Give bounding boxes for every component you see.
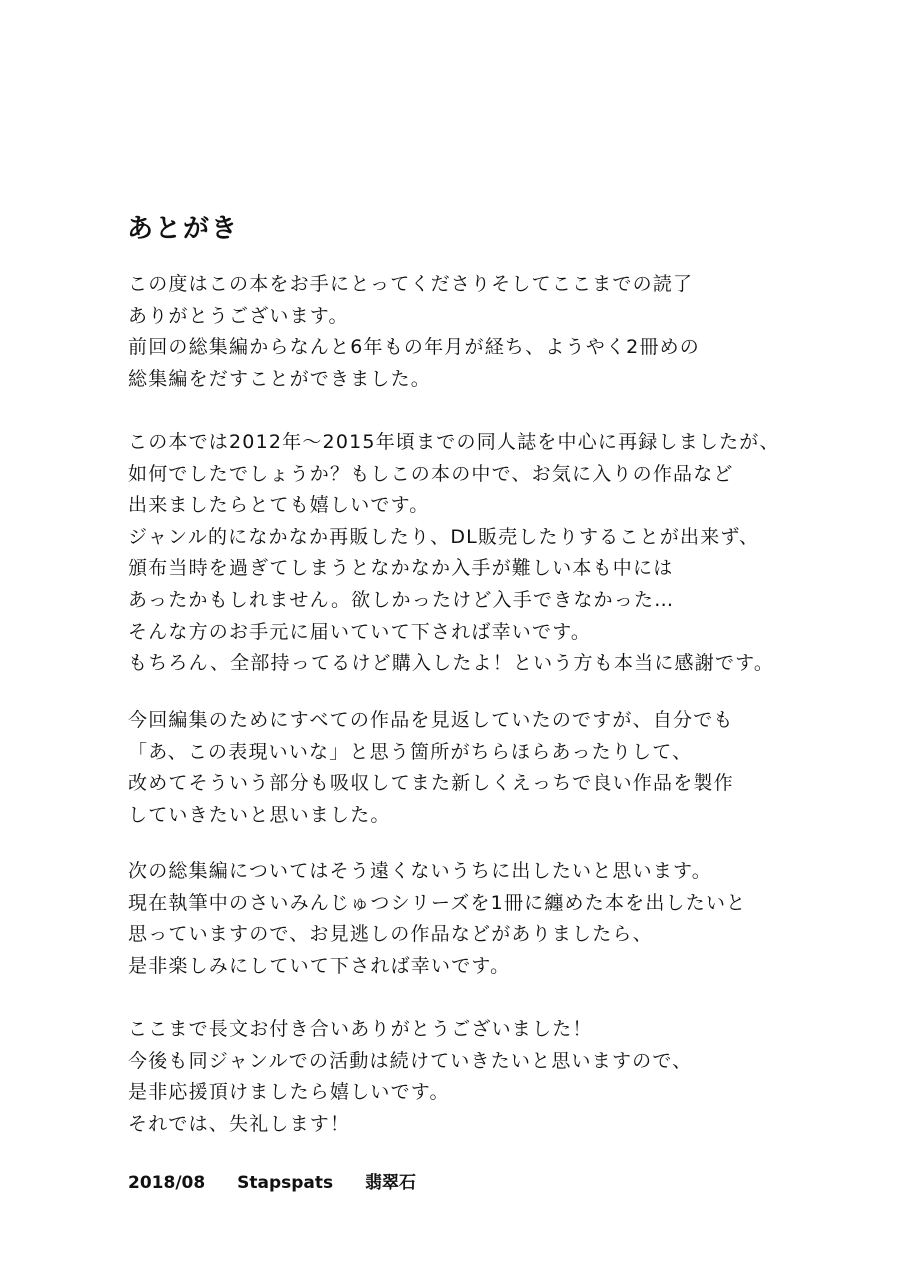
paragraph-5	[128, 1014, 692, 1140]
text-line: 「あ、この表現いいな」と思う箇所がちらほらあったりして、	[128, 740, 693, 763]
text-line: 頒布当時を過ぎてしまうとなかなか入手が難しい本も中には	[128, 557, 674, 580]
date: 2018/08	[128, 1173, 206, 1193]
circle-name: Stapspats	[237, 1173, 334, 1193]
text-line: この本では2012年～2015年頃までの同人誌を中心に再録しましたが、	[128, 431, 780, 453]
text-line: 前回の総集編からなんと6年もの年月が経ち、ようやく2冊めの	[128, 336, 700, 359]
text-line: 今後も同ジャンルでの活動は続けていきたいと思いますので、	[128, 1049, 693, 1072]
text-line: 次の総集編についてはそう遠くないうちに出したいと思います。	[128, 860, 712, 882]
signature	[128, 1168, 442, 1193]
text-line: あったかもしれません。欲しかったけど入手できなかった…	[128, 588, 675, 611]
text-line: 総集編をだすことができました。	[128, 367, 432, 390]
text-line: そんな方のお手元に届いていて下されば幸いです。	[128, 620, 592, 643]
paragraph-1	[128, 269, 700, 395]
text-line: 今回編集のためにすべての作品を見返していたのですが、自分でも	[128, 709, 734, 731]
text-line: ここまで長文お付き合いありがとうございました！	[128, 1018, 593, 1040]
text-line: 思っていますので、お見逃しの作品などがありましたら、	[128, 923, 653, 946]
text-line: 是非楽しみにしていて下されば幸いです。	[128, 954, 511, 977]
text-line: 是非応援頂けましたら嬉しいです。	[128, 1081, 450, 1104]
paragraph-3	[128, 705, 734, 831]
page-title: あとがき	[127, 214, 240, 244]
paragraph-4	[128, 856, 746, 982]
text-line: それでは、失礼します！	[128, 1112, 351, 1135]
author-name: 翡翠石	[365, 1173, 417, 1193]
text-line: 現在執筆中のさいみんじゅつシリーズを1冊に纏めた本を出したいと	[128, 891, 747, 914]
text-line: 改めてそういう部分も吸収してまた新しくえっちで良い作品を製作	[128, 772, 734, 795]
paragraph-2	[128, 427, 780, 680]
text-line: この度はこの本をお手にとってくださりそしてここまでの読了	[128, 273, 694, 295]
text-line: ジャンル的になかなか再販したり、DL販売したりすることが出来ず、	[128, 525, 760, 548]
text-line: 如何でしたでしょうか？もしこの本の中で、お気に入りの作品など	[128, 462, 734, 485]
text-line: ありがとうございます。	[128, 304, 349, 327]
text-line: していきたいと思いました。	[128, 803, 391, 826]
text-line: 出来ましたらとても嬉しいです。	[128, 494, 430, 517]
text-line: もちろん、全部持ってるけど購入したよ！という方も本当に感謝です。	[128, 652, 775, 675]
